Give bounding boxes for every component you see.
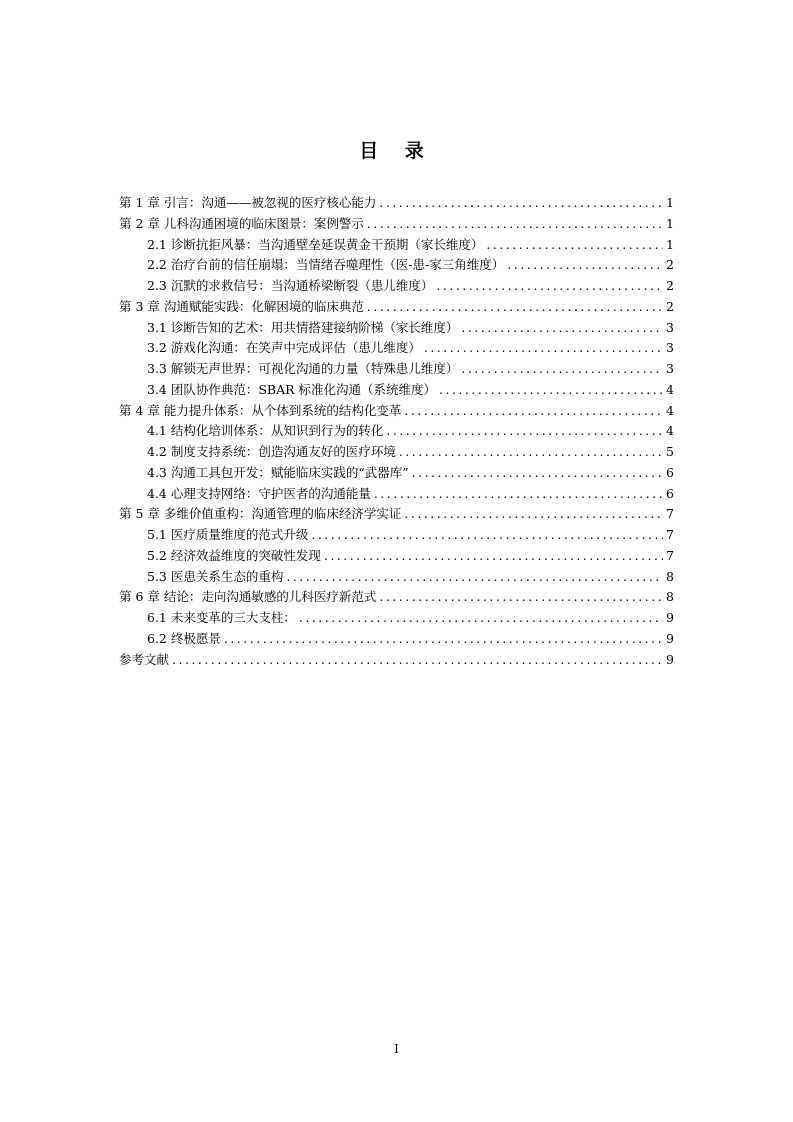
toc-entry[interactable] [119, 297, 674, 318]
page-title: 目 录 [359, 140, 434, 162]
toc-leader-dots [379, 195, 663, 210]
toc-leader-dots [461, 320, 663, 335]
toc-entry-label: 4.2 制度支持系统：创造沟通友好的医疗环境 [147, 444, 396, 459]
toc-entry[interactable] [119, 442, 674, 463]
toc-entry[interactable] [119, 504, 674, 525]
toc-entry[interactable] [119, 214, 674, 235]
toc-entry[interactable] [119, 463, 674, 484]
toc-leader-dots [367, 216, 663, 231]
toc-leader-dots [172, 652, 663, 667]
toc-leader-dots [399, 444, 663, 459]
toc-entry-page: 3 [666, 319, 674, 335]
toc-leader-dots [412, 465, 663, 480]
toc-entry[interactable] [119, 193, 674, 214]
toc-entry-label: 第 2 章 儿科沟通困境的临床图景：案例警示 [119, 215, 364, 231]
toc-leader-dots [439, 382, 663, 397]
toc-entry-page: 8 [666, 589, 674, 605]
toc-entry[interactable] [119, 629, 674, 650]
toc-leader-dots [299, 610, 663, 625]
toc-entry[interactable] [119, 650, 674, 671]
toc-leader-dots [224, 631, 663, 646]
toc-entry[interactable] [119, 567, 674, 588]
toc-entry-label: 2.3 沉默的求救信号：当沟通桥梁断裂（患儿维度） [147, 278, 434, 293]
page-number: I [394, 1042, 399, 1056]
toc-entry[interactable] [119, 255, 674, 276]
toc-entry[interactable] [119, 359, 674, 380]
toc-leader-dots [461, 361, 663, 376]
toc-entry-page: 4 [666, 423, 674, 439]
toc-entry-label: 3.3 解锁无声世界：可视化沟通的力量（特殊患儿维度） [147, 361, 459, 376]
toc-entry[interactable] [119, 421, 674, 442]
toc-entry-page: 8 [666, 568, 674, 584]
toc-entry-label: 5.3 医患关系生态的重构 [147, 568, 284, 584]
table-of-contents [119, 193, 674, 670]
toc-entry-label: 3.2 游戏化沟通：在笑声中完成评估（患儿维度） [147, 340, 421, 356]
toc-entry-page: 1 [666, 215, 674, 231]
toc-entry-page: 6 [666, 485, 674, 501]
toc-entry-label: 3.4 团队协作典范：SBAR 标准化沟通（系统维度） [147, 381, 437, 397]
toc-entry-page: 4 [666, 381, 674, 397]
toc-entry[interactable] [119, 318, 674, 339]
toc-leader-dots [386, 423, 663, 438]
toc-entry[interactable] [119, 608, 674, 629]
toc-entry-label: 第 4 章 能力提升体系：从个体到系统的结构化变革 [119, 402, 402, 418]
toc-entry-label: 4.1 结构化培训体系：从知识到行为的转化 [147, 423, 384, 439]
toc-entry-page: 7 [666, 527, 674, 542]
toc-leader-dots [404, 506, 663, 521]
toc-entry-label: 第 6 章 结论：走向沟通敏感的儿科医疗新范式 [119, 589, 377, 605]
toc-entry-label: 2.1 诊断抗拒风暴：当沟通壁垒延误黄金干预期（家长维度） [147, 236, 484, 252]
toc-entry[interactable] [119, 338, 674, 359]
toc-leader-dots [324, 548, 663, 563]
toc-entry-label: 6.1 未来变革的三大支柱： [147, 610, 296, 625]
toc-leader-dots [311, 527, 663, 542]
toc-entry[interactable] [119, 276, 674, 297]
toc-entry-page: 7 [666, 506, 674, 522]
toc-entry-page: 1 [666, 236, 674, 252]
toc-entry-label: 3.1 诊断告知的艺术：用共情搭建接纳阶梯（家长维度） [147, 319, 459, 335]
toc-leader-dots [367, 299, 663, 314]
toc-leader-dots [507, 257, 663, 272]
toc-entry-page: 9 [666, 630, 674, 646]
toc-entry-label: 参考文献 [119, 651, 170, 667]
toc-leader-dots [424, 340, 663, 355]
toc-leader-dots [404, 403, 663, 418]
toc-entry[interactable] [119, 235, 674, 256]
toc-entry-page: 2 [666, 298, 674, 314]
toc-entry-label: 6.2 终极愿景 [147, 630, 221, 646]
toc-entry[interactable] [119, 401, 674, 422]
toc-entry-label: 5.2 经济效益维度的突破性发现 [147, 547, 321, 563]
toc-entry-page: 2 [666, 257, 674, 273]
toc-entry-page: 5 [666, 444, 674, 459]
toc-entry[interactable] [119, 525, 674, 546]
toc-entry-label: 第 3 章 沟通赋能实践：化解困境的临床典范 [119, 298, 364, 314]
toc-leader-dots [374, 486, 663, 501]
toc-entry-label: 4.4 心理支持网络：守护医者的沟通能量 [147, 485, 371, 501]
toc-entry-page: 7 [666, 547, 674, 563]
toc-entry-label: 2.2 治疗台前的信任崩塌：当情绪吞噬理性（医-患-家三角维度） [147, 257, 505, 273]
toc-entry-page: 2 [666, 278, 674, 293]
toc-leader-dots [436, 278, 663, 293]
toc-leader-dots [379, 589, 663, 604]
toc-entry-page: 3 [666, 340, 674, 356]
toc-entry-label: 第 5 章 多维价值重构：沟通管理的临床经济学实证 [119, 506, 402, 522]
toc-entry[interactable] [119, 484, 674, 505]
toc-entry-page: 1 [666, 195, 674, 210]
toc-entry-page: 4 [666, 402, 674, 418]
toc-entry[interactable] [119, 546, 674, 567]
toc-entry-label: 第 1 章 引言：沟通——被忽视的医疗核心能力 [119, 195, 377, 210]
toc-entry[interactable] [119, 587, 674, 608]
toc-entry-page: 9 [666, 610, 674, 625]
toc-entry-label: 4.3 沟通工具包开发：赋能临床实践的“武器库” [147, 464, 409, 480]
toc-entry-page: 9 [666, 651, 674, 667]
toc-leader-dots [286, 569, 663, 584]
toc-entry-label: 5.1 医疗质量维度的范式升级 [147, 527, 309, 542]
toc-entry[interactable] [119, 380, 674, 401]
toc-entry-page: 6 [666, 464, 674, 480]
toc-leader-dots [486, 237, 663, 252]
toc-entry-page: 3 [666, 361, 674, 376]
